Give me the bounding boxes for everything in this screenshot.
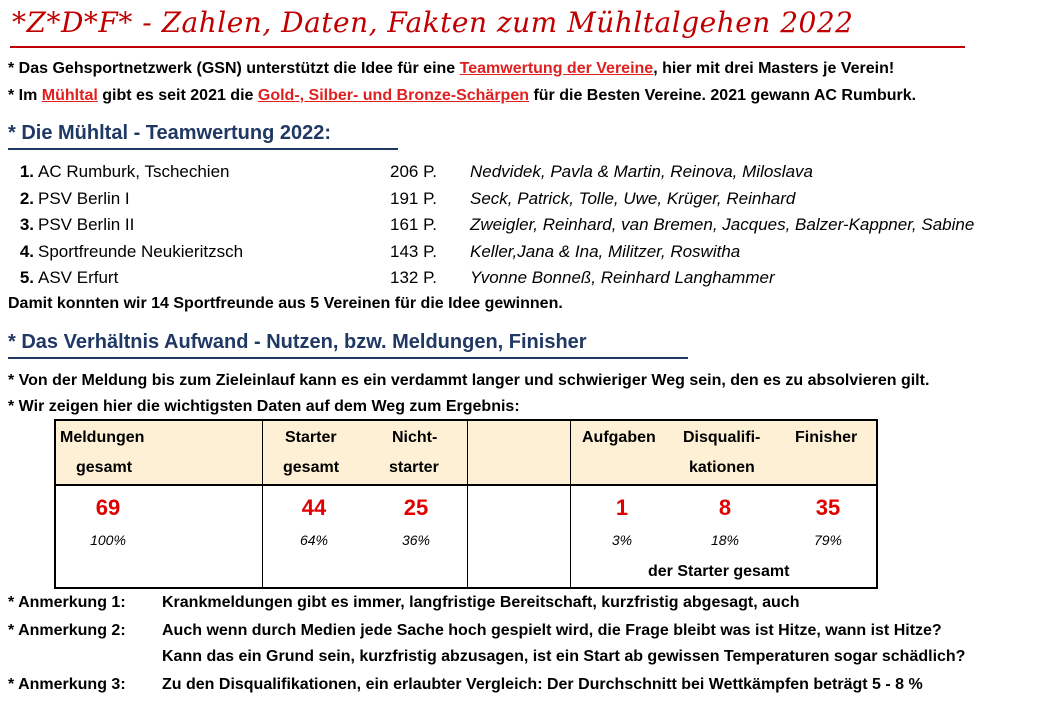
ranking-points: 191 P.: [390, 188, 437, 208]
statistics-table: [54, 419, 878, 589]
table-divider: [262, 421, 263, 587]
header-starter: Starter: [285, 429, 337, 446]
percent-aufgaben: 3%: [611, 532, 633, 548]
title-underline: [10, 46, 965, 48]
value-aufgaben: 1: [615, 495, 629, 520]
note-label-1: * Anmerkung 1:: [8, 594, 126, 611]
note-text-1: Krankmeldungen gibt es immer, langfristige Bereitschaft, kurzfristig abgesagt, auch: [162, 594, 800, 611]
note-text-2b: Kann das ein Grund sein, kurzfristig abzusagen, ist ein Start ab gewissen Temperaturen sogar schädlich?: [162, 648, 966, 665]
ranking-position: 1.: [19, 162, 34, 181]
header-finisher: Finisher: [795, 429, 858, 446]
section-heading-teamwertung: * Die Mühltal - Teamwertung 2022:: [8, 122, 332, 144]
ranking-points: 143 P.: [390, 241, 437, 261]
ranking-position: 4.: [19, 241, 34, 261]
club-name: Sportfreunde Neukieritzsch: [38, 241, 244, 261]
intro-line-2: [8, 87, 916, 105]
schaerpen-link[interactable]: Gold-, Silber- und Bronze-Schärpen: [257, 87, 529, 104]
note-label-3: * Anmerkung 3:: [8, 676, 126, 693]
muehltal-link[interactable]: Mühltal: [41, 87, 98, 104]
table-divider: [570, 421, 571, 587]
value-nichtstarter: 25: [403, 495, 429, 520]
ranking-club: [12, 268, 118, 288]
value-meldungen: 69: [95, 495, 121, 520]
ranking-points: 161 P.: [390, 215, 437, 234]
percent-nichtstarter: 36%: [401, 532, 431, 548]
ranking-position: 3.: [19, 215, 34, 234]
intro-text: * Im: [8, 87, 42, 104]
note-text-3: Zu den Disqualifikationen, ein erlaubter Vergleich: Der Durchschnitt bei Wettkämpfen beträgt 5 - 8 %: [162, 676, 923, 693]
header-meldungen-2: gesamt: [76, 459, 133, 476]
section-underline: [8, 357, 688, 359]
section-underline: [8, 148, 398, 150]
club-name: PSV Berlin I: [38, 188, 130, 208]
ranking-members: Zweigler, Reinhard, van Bremen, Jacques, Balzer-Kappner, Sabine: [470, 215, 975, 234]
intro-line-1: [8, 60, 894, 78]
note-text-2: Auch wenn durch Medien jede Sache hoch gespielt wird, die Frage bleibt was ist Hitze, wann ist Hitze?: [162, 622, 942, 639]
header-nichtstarter-2: starter: [389, 459, 439, 476]
ranking-points: 206 P.: [390, 162, 437, 181]
section2-line-2: * Wir zeigen hier die wichtigsten Daten auf dem Weg zum Ergebnis:: [8, 398, 520, 415]
value-starter: 44: [301, 495, 327, 520]
teamwertung-link[interactable]: Teamwertung der Vereine: [459, 60, 654, 77]
ranking-club: [12, 215, 134, 235]
header-aufgaben: Aufgaben: [582, 429, 656, 446]
header-disqualifikationen: Disqualifi-: [683, 429, 761, 446]
percent-meldungen: 100%: [90, 532, 126, 548]
note-label-2: * Anmerkung 2:: [8, 622, 126, 639]
percent-disqualifikationen: 18%: [710, 532, 740, 548]
section2-line-1: * Von der Meldung bis zum Zieleinlauf kann es ein verdammt langer und schwieriger Weg sein, den es zu absolvieren gilt.: [8, 372, 930, 389]
ranking-members: Keller,Jana & Ina, Militzer, Roswitha: [470, 241, 741, 261]
header-starter-2: gesamt: [283, 459, 340, 476]
ranking-club: [12, 189, 130, 209]
header-nichtstarter: Nicht-: [392, 429, 438, 446]
table-divider: [467, 421, 468, 587]
ranking-members: Nedvidek, Pavla & Martin, Reinova, Miloslava: [470, 162, 813, 181]
club-name: PSV Berlin II: [38, 215, 135, 234]
intro-text: * Das Gehsportnetzwerk (GSN) unterstützt die Idee für eine: [8, 60, 460, 77]
value-disqualifikationen: 8: [718, 495, 732, 520]
ranking-position: 5.: [19, 268, 34, 287]
header-disqualifikationen-2: kationen: [689, 459, 755, 476]
value-finisher: 35: [815, 495, 841, 520]
intro-text: für die Besten Vereine. 2021 gewann AC Rumburk.: [529, 87, 917, 104]
percent-starter: 64%: [299, 532, 329, 548]
ranking-club: [12, 242, 243, 262]
intro-text: gibt es seit 2021 die: [97, 87, 258, 104]
header-meldungen: Meldungen: [60, 429, 145, 446]
club-name: AC Rumburk, Tschechien: [38, 162, 230, 181]
ranking-position: 2.: [19, 188, 34, 208]
ranking-summary: Damit konnten wir 14 Sportfreunde aus 5 Vereinen für die Idee gewinnen.: [8, 295, 563, 312]
ranking-points: 132 P.: [390, 268, 437, 287]
ranking-members: Yvonne Bonneß, Reinhard Langhammer: [470, 268, 775, 287]
percent-finisher: 79%: [813, 532, 843, 548]
table-footnote: der Starter gesamt: [648, 563, 790, 580]
intro-text: , hier mit drei Masters je Verein!: [653, 60, 895, 77]
page-title: *Z*D*F* - Zahlen, Daten, Fakten zum Mühltalgehen 2022: [12, 6, 854, 39]
club-name: ASV Erfurt: [38, 268, 119, 287]
ranking-club: [12, 162, 230, 182]
section-heading-verhaeltnis: * Das Verhältnis Aufwand - Nutzen, bzw. Meldungen, Finisher: [8, 331, 587, 353]
ranking-members: Seck, Patrick, Tolle, Uwe, Krüger, Reinhard: [470, 188, 796, 208]
